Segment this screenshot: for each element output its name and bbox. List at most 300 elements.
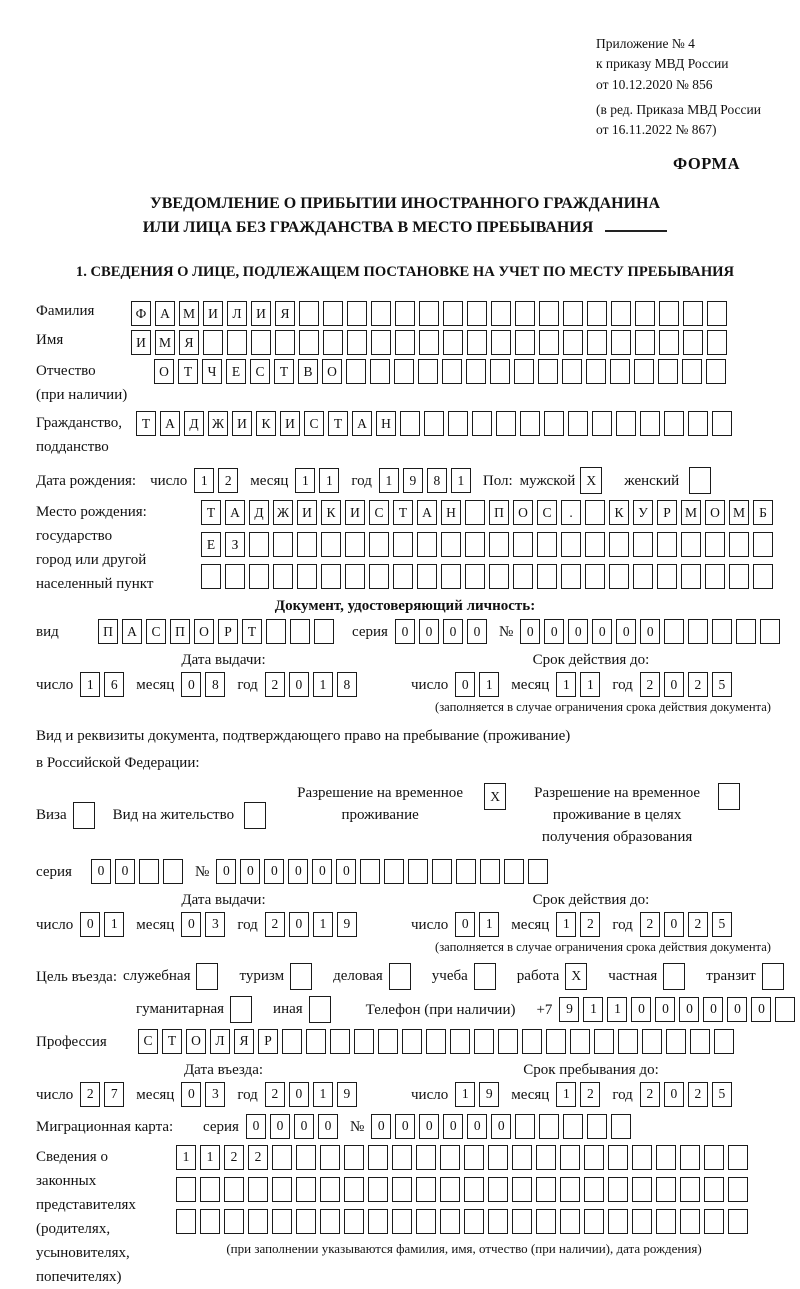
char-box: 2 <box>640 672 660 697</box>
given-name-label: Имя <box>36 332 64 349</box>
permit-expiry-month-label: месяц <box>511 916 550 933</box>
char-box <box>273 564 293 589</box>
char-box <box>594 1029 614 1054</box>
stay-year-label: год <box>612 1086 633 1103</box>
char-box: Я <box>275 301 295 326</box>
char-box <box>729 564 749 589</box>
char-box <box>634 359 654 384</box>
char-box: 0 <box>664 1082 684 1107</box>
char-box <box>408 859 428 884</box>
char-box <box>728 1209 748 1234</box>
doc-issue-line <box>36 672 411 697</box>
char-box <box>536 1209 556 1234</box>
title-blank-underline <box>605 230 667 232</box>
char-box <box>384 859 404 884</box>
char-box <box>249 564 269 589</box>
char-box <box>344 1177 364 1202</box>
char-box <box>309 996 331 1023</box>
char-box <box>370 359 390 384</box>
citizenship-label-line2: подданство <box>36 439 109 456</box>
char-box <box>664 411 684 436</box>
doc-series-label: серия <box>352 624 388 641</box>
char-box <box>729 532 749 557</box>
permit-number-label: № <box>195 863 210 880</box>
entry-year-label: год <box>237 1086 258 1103</box>
char-box: 0 <box>520 619 540 644</box>
char-box <box>371 301 391 326</box>
char-box: 9 <box>479 1082 499 1107</box>
char-box: 2 <box>580 1082 600 1107</box>
char-box <box>561 564 581 589</box>
char-box <box>632 1177 652 1202</box>
birth-year-boxes <box>379 468 475 493</box>
char-box <box>528 859 548 884</box>
char-box <box>704 1209 724 1234</box>
char-box <box>244 802 266 829</box>
char-box <box>432 859 452 884</box>
doc-series-boxes <box>395 619 491 644</box>
char-box: А <box>225 500 245 525</box>
char-box: 1 <box>479 672 499 697</box>
char-box <box>539 330 559 355</box>
char-box <box>680 1145 700 1170</box>
edition-line-1: (в ред. Приказа МВД России <box>596 101 761 117</box>
char-box <box>282 1029 302 1054</box>
char-box <box>705 564 725 589</box>
stay-day-label: число <box>411 1086 449 1103</box>
char-box: 1 <box>80 672 100 697</box>
char-box <box>419 301 439 326</box>
char-box <box>585 532 605 557</box>
permit-issue-col <box>36 892 411 955</box>
char-box <box>474 1029 494 1054</box>
doc-issue-heading: Дата выдачи: <box>181 652 266 669</box>
char-box <box>753 532 773 557</box>
char-box <box>514 359 534 384</box>
char-box: 0 <box>419 619 439 644</box>
char-box: 0 <box>467 1114 487 1139</box>
representatives-note: (при заполнении указываются фамилия, имя, отчество (при наличии), дата рождения) <box>226 1240 702 1256</box>
char-box <box>275 330 295 355</box>
char-box: И <box>131 330 151 355</box>
char-box <box>608 1209 628 1234</box>
char-box: 3 <box>205 1082 225 1107</box>
char-box: Т <box>162 1029 182 1054</box>
char-box <box>546 1029 566 1054</box>
char-box <box>296 1145 316 1170</box>
birth-place-sublabel-3: населенный пункт <box>36 576 154 593</box>
purpose-humanitarian-label: гуманитарная <box>136 1000 225 1017</box>
entry-date-line <box>36 1082 411 1107</box>
char-box: 1 <box>200 1145 220 1170</box>
char-box <box>718 783 740 810</box>
char-box: Ж <box>273 500 293 525</box>
migration-series-boxes <box>246 1114 342 1139</box>
char-box <box>369 532 389 557</box>
char-box: 2 <box>580 912 600 937</box>
char-box <box>586 359 606 384</box>
migration-series-label: серия <box>203 1118 239 1135</box>
char-box <box>320 1209 340 1234</box>
char-box <box>440 1145 460 1170</box>
char-box <box>321 564 341 589</box>
char-box <box>753 564 773 589</box>
char-box <box>418 359 438 384</box>
char-box <box>416 1177 436 1202</box>
char-box: Б <box>753 500 773 525</box>
char-box <box>712 619 732 644</box>
char-box <box>515 330 535 355</box>
char-box <box>704 1145 724 1170</box>
permit-issue-year-label: год <box>237 916 258 933</box>
char-box: М <box>729 500 749 525</box>
char-box <box>488 1209 508 1234</box>
char-box <box>465 500 485 525</box>
char-box <box>296 1209 316 1234</box>
doc-expiry-line <box>411 672 771 697</box>
char-box: Е <box>201 532 221 557</box>
char-box <box>224 1209 244 1234</box>
char-box: Н <box>376 411 396 436</box>
permit-expiry-line <box>411 912 771 937</box>
char-box: 2 <box>688 912 708 937</box>
char-box <box>389 963 411 990</box>
char-box <box>562 359 582 384</box>
char-box <box>480 859 500 884</box>
birth-date-label: Дата рождения: <box>36 473 137 490</box>
purpose-business <box>333 963 423 990</box>
char-box <box>666 1029 686 1054</box>
doc-expiry-heading: Срок действия до: <box>532 652 650 669</box>
char-box <box>464 1209 484 1234</box>
char-box <box>290 963 312 990</box>
char-box: В <box>298 359 318 384</box>
form-title-line1: УВЕДОМЛЕНИЕ О ПРИБЫТИИ ИНОСТРАННОГО ГРАЖДАНИНА <box>149 195 661 213</box>
representatives-row2-boxes <box>176 1177 752 1202</box>
representatives-label-line3: представителях <box>36 1196 136 1213</box>
purpose-humanitarian <box>136 996 264 1023</box>
citizenship-row <box>36 411 774 459</box>
char-box: 1 <box>556 912 576 937</box>
representatives-label-line6: попечителях) <box>36 1268 122 1285</box>
birth-place-boxes <box>201 500 777 596</box>
char-box <box>584 1209 604 1234</box>
char-box <box>345 532 365 557</box>
form-label: ФОРМА <box>673 154 740 174</box>
char-box <box>441 564 461 589</box>
char-box: С <box>138 1029 158 1054</box>
char-box <box>689 467 711 494</box>
patronymic-label-line1: Отчество <box>36 363 96 380</box>
char-box <box>681 532 701 557</box>
purpose-other <box>273 996 343 1023</box>
char-box: У <box>633 500 653 525</box>
char-box <box>490 359 510 384</box>
representatives-label-line1: Сведения о <box>36 1148 108 1165</box>
appendix-line-3: от 10.12.2020 № 856 <box>596 76 713 92</box>
char-box <box>680 1177 700 1202</box>
char-box <box>585 500 605 525</box>
char-box: 1 <box>313 672 333 697</box>
permit-issue-heading: Дата выдачи: <box>181 891 266 908</box>
option-residence-permit-checkbox <box>244 802 270 829</box>
char-box: П <box>489 500 509 525</box>
purpose-work-label: работа <box>516 967 560 984</box>
char-box: 0 <box>568 619 588 644</box>
birth-place-sublabel-2: город или другой <box>36 552 147 569</box>
char-box <box>539 301 559 326</box>
option-temp-residence-label: Разрешение на временное проживание <box>297 785 464 823</box>
char-box <box>392 1209 412 1234</box>
char-box: 0 <box>80 912 100 937</box>
char-box: 0 <box>631 997 651 1022</box>
char-box <box>664 619 684 644</box>
char-box: И <box>251 301 271 326</box>
char-box <box>584 1177 604 1202</box>
purpose-work <box>517 963 600 990</box>
purpose-study-checkbox <box>474 963 502 990</box>
char-box: 5 <box>712 912 732 937</box>
permit-issue-day-label: число <box>36 916 74 933</box>
char-box: 6 <box>104 672 124 697</box>
char-box <box>611 330 631 355</box>
purpose-private-label: частная <box>608 967 658 984</box>
char-box <box>656 1177 676 1202</box>
section1-heading: 1. СВЕДЕНИЯ О ЛИЦЕ, ПОДЛЕЖАЩЕМ ПОСТАНОВКЕ НА УЧЕТ ПО МЕСТУ ПРЕБЫВАНИЯ <box>75 264 735 281</box>
char-box <box>633 564 653 589</box>
stay-year-boxes <box>640 1082 736 1107</box>
option-visa-label: Виза <box>36 807 67 824</box>
char-box: 2 <box>640 912 660 937</box>
citizenship-label <box>36 411 136 459</box>
char-box: А <box>122 619 142 644</box>
char-box: М <box>179 301 199 326</box>
char-box: И <box>203 301 223 326</box>
char-box <box>706 359 726 384</box>
char-box: 0 <box>270 1114 290 1139</box>
char-box: 0 <box>115 859 135 884</box>
char-box: Т <box>136 411 156 436</box>
char-box <box>587 301 607 326</box>
char-box: И <box>297 500 317 525</box>
char-box <box>465 532 485 557</box>
char-box <box>610 359 630 384</box>
char-box <box>659 301 679 326</box>
purpose-row-2 <box>36 996 774 1023</box>
char-box <box>344 1209 364 1234</box>
purpose-business-checkbox <box>389 963 417 990</box>
form-title <box>36 192 774 240</box>
char-box: X <box>580 467 602 494</box>
entry-date-col <box>36 1062 411 1107</box>
patronymic-boxes <box>154 359 730 384</box>
char-box: 2 <box>248 1145 268 1170</box>
char-box <box>658 359 678 384</box>
char-box <box>762 963 784 990</box>
char-box <box>464 1145 484 1170</box>
char-box: 0 <box>467 619 487 644</box>
char-box <box>560 1145 580 1170</box>
char-box: 1 <box>319 468 339 493</box>
char-box: 8 <box>337 672 357 697</box>
char-box <box>272 1209 292 1234</box>
char-box: 1 <box>583 997 603 1022</box>
doc-expiry-col <box>411 652 771 715</box>
birth-place-section <box>36 500 774 596</box>
char-box: М <box>681 500 701 525</box>
permit-dates-block <box>36 892 774 955</box>
phone-label: Телефон (при наличии) <box>365 1001 516 1018</box>
char-box: А <box>155 301 175 326</box>
char-box: О <box>186 1029 206 1054</box>
char-box: Н <box>441 500 461 525</box>
permit-issue-year-boxes <box>265 912 361 937</box>
char-box: 3 <box>205 912 225 937</box>
doc-expiry-day-label: число <box>411 677 449 694</box>
char-box <box>537 564 557 589</box>
permit-expiry-year-label: год <box>612 916 633 933</box>
char-box <box>561 532 581 557</box>
purpose-other-label: иная <box>273 1000 303 1017</box>
char-box <box>321 532 341 557</box>
residence-options-row <box>36 783 774 848</box>
char-box <box>402 1029 422 1054</box>
char-box <box>368 1177 388 1202</box>
patronymic-label <box>36 359 154 407</box>
doc-issue-year-boxes <box>265 672 361 697</box>
char-box <box>536 1177 556 1202</box>
char-box <box>176 1177 196 1202</box>
char-box <box>690 1029 710 1054</box>
option-visa-checkbox <box>73 802 99 829</box>
char-box <box>714 1029 734 1054</box>
purpose-row-1 <box>36 963 774 990</box>
option-residence-permit <box>113 783 270 848</box>
char-box <box>456 859 476 884</box>
char-box: 0 <box>544 619 564 644</box>
char-box <box>426 1029 446 1054</box>
char-box <box>609 532 629 557</box>
migration-number-label: № <box>349 1118 365 1135</box>
char-box: 2 <box>688 1082 708 1107</box>
char-box: 0 <box>371 1114 391 1139</box>
permit-series-label: серия <box>36 863 72 880</box>
char-box <box>196 963 218 990</box>
stay-month-label: месяц <box>511 1086 550 1103</box>
option-temp-residence-education <box>524 783 744 848</box>
char-box <box>393 532 413 557</box>
purpose-official <box>123 963 231 990</box>
char-box <box>707 330 727 355</box>
char-box <box>536 1145 556 1170</box>
char-box <box>464 1177 484 1202</box>
char-box <box>491 301 511 326</box>
char-box: И <box>345 500 365 525</box>
char-box <box>251 330 271 355</box>
residence-intro-line1: Вид и реквизиты документа, подтверждающего право на пребывание (проживание) <box>36 728 571 745</box>
char-box <box>688 411 708 436</box>
permit-expiry-note: (заполняется в случае ограничения срока действия документа) <box>435 939 771 954</box>
char-box: 2 <box>218 468 238 493</box>
char-box: 1 <box>479 912 499 937</box>
char-box <box>347 330 367 355</box>
sex-male-label: мужской <box>519 473 576 490</box>
char-box <box>371 330 391 355</box>
purpose-transit-checkbox <box>762 963 790 990</box>
char-box: Л <box>227 301 247 326</box>
char-box: Л <box>210 1029 230 1054</box>
char-box <box>297 564 317 589</box>
char-box: 0 <box>443 1114 463 1139</box>
char-box <box>587 330 607 355</box>
char-box <box>139 859 159 884</box>
char-box: 9 <box>559 997 579 1022</box>
birth-place-label: Место рождения: <box>36 504 147 521</box>
char-box: И <box>280 411 300 436</box>
char-box <box>513 532 533 557</box>
char-box: 1 <box>379 468 399 493</box>
option-residence-permit-label: Вид на жительство <box>112 807 235 824</box>
char-box: 2 <box>80 1082 100 1107</box>
char-box <box>163 859 183 884</box>
char-box: 0 <box>289 672 309 697</box>
char-box: О <box>194 619 214 644</box>
char-box: 2 <box>224 1145 244 1170</box>
char-box <box>393 564 413 589</box>
char-box <box>417 532 437 557</box>
char-box: С <box>304 411 324 436</box>
char-box <box>587 1114 607 1139</box>
char-box: 2 <box>640 1082 660 1107</box>
char-box <box>73 802 95 829</box>
char-box: 0 <box>640 619 660 644</box>
char-box <box>705 532 725 557</box>
char-box: Т <box>328 411 348 436</box>
char-box: П <box>170 619 190 644</box>
char-box <box>537 532 557 557</box>
permit-expiry-year-boxes <box>640 912 736 937</box>
doc-number-label: № <box>498 624 514 641</box>
char-box <box>635 330 655 355</box>
char-box <box>712 411 732 436</box>
appendix-line-1: Приложение № 4 <box>596 36 695 51</box>
purpose-humanitarian-checkbox <box>230 996 258 1023</box>
patronymic-label-line2: (при наличии) <box>36 387 128 404</box>
appendix-line-2: к приказу МВД России <box>596 56 729 72</box>
purpose-other-checkbox <box>309 996 337 1023</box>
char-box <box>512 1145 532 1170</box>
char-box: 0 <box>246 1114 266 1139</box>
entry-month-label: месяц <box>136 1086 175 1103</box>
char-box: 0 <box>395 1114 415 1139</box>
char-box <box>728 1177 748 1202</box>
char-box <box>467 330 487 355</box>
edition-line-2: от 16.11.2022 № 867) <box>596 122 717 137</box>
char-box: Д <box>184 411 204 436</box>
char-box <box>249 532 269 557</box>
char-box: 0 <box>312 859 332 884</box>
char-box <box>248 1177 268 1202</box>
char-box <box>273 532 293 557</box>
char-box <box>345 564 365 589</box>
char-box: Ч <box>202 359 222 384</box>
char-box <box>344 1145 364 1170</box>
entry-day-label: число <box>36 1086 74 1103</box>
doc-kind-row <box>36 619 774 644</box>
char-box: 1 <box>176 1145 196 1170</box>
char-box <box>570 1029 590 1054</box>
char-box <box>266 619 286 644</box>
